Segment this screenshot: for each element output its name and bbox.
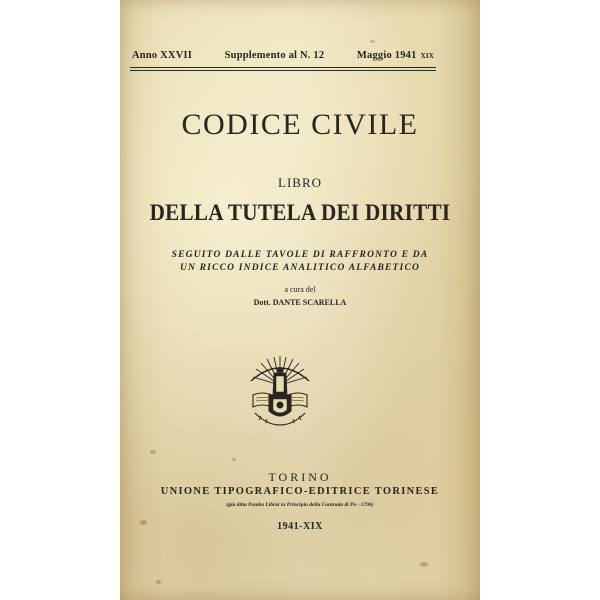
foxing-spot <box>156 580 161 584</box>
curated-by-label: a cura del <box>284 285 316 294</box>
header-rule-thin <box>130 70 436 71</box>
foxing-spot <box>232 458 236 461</box>
publication-year: 1941-XIX <box>277 521 323 532</box>
issue-date: Maggio 1941 <box>356 50 417 61</box>
publisher-emblem-icon <box>247 355 313 427</box>
publisher-note: (già ditta Pomba Librai in Principio della Contrada di Po - 1796) <box>226 502 374 508</box>
foxing-spot <box>420 562 428 567</box>
volume-year: Anno XXVII <box>132 50 193 61</box>
publication-city: TORINO <box>268 470 332 484</box>
foxing-spot <box>150 450 156 454</box>
header-line <box>132 50 434 66</box>
issue-date-group <box>357 50 434 61</box>
foxing-spot <box>140 520 147 525</box>
description-line-1: SEGUITO DALLE TAVOLE DI RAFFRONTO E DA <box>171 250 429 260</box>
description-line-2: UN RICCO INDICE ANALITICO ALFABETICO <box>179 263 421 273</box>
editor-name: Dott. DANTE SCARELLA <box>253 298 347 307</box>
supplement-number: Supplemento al N. 12 <box>224 50 325 61</box>
publisher-name: UNIONE TIPOGRAFICO-EDITRICE TORINESE <box>160 486 440 497</box>
header-rule <box>130 67 436 68</box>
book-section-label: LIBRO <box>278 175 322 190</box>
foxing-spot <box>370 40 375 43</box>
book-main-title: DELLA TUTELA DEI DIRITTI <box>149 200 451 225</box>
issue-date-suffix: XIX <box>420 52 434 60</box>
book-title-page <box>120 0 480 600</box>
book-title: CODICE CIVILE <box>181 108 419 141</box>
